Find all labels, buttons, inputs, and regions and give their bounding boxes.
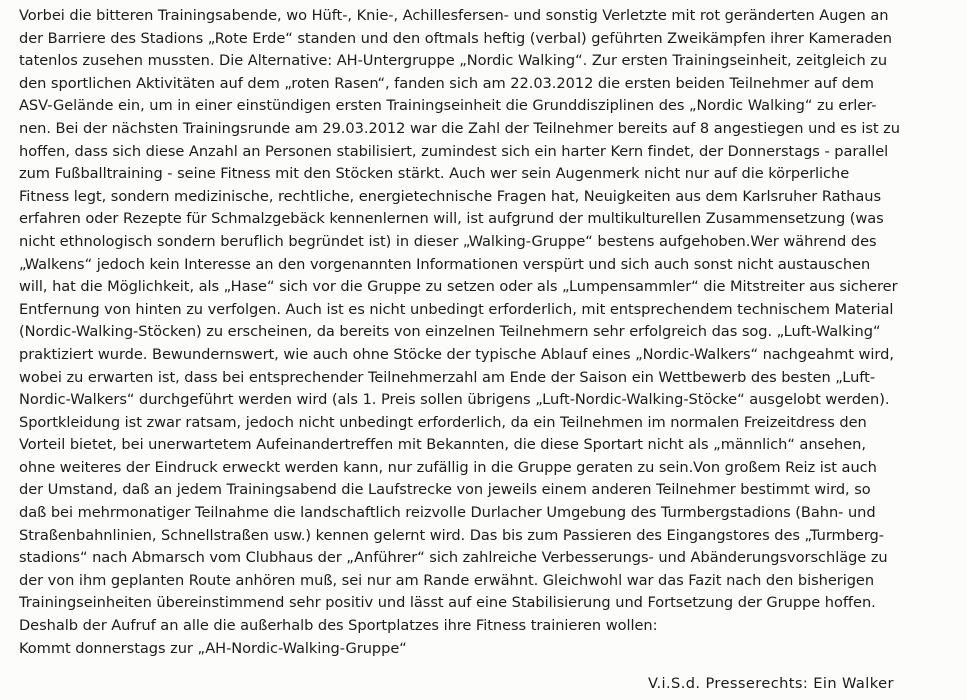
text-line: hoffen, dass sich diese Anzahl an Personen stabilisiert, zumindest sich ein harter Kern findet, der Donnerstags - parallel xyxy=(19,142,889,160)
text-line: tatenlos zusehen mussten. Die Alternative: AH-Untergruppe „Nordic Walking“. Zur ersten Trainingseinheit, zeitgleich zu xyxy=(19,52,888,70)
text-line: Kommt donnerstags zur „AH-Nordic-Walking-Gruppe“ xyxy=(19,639,407,657)
text-line: praktiziert wurde. Bewundernswert, wie auch ohne Stöcke der typische Ablauf eines „Nordic-Walkers“ nachgeahmt wird, xyxy=(19,345,894,363)
text-line: (Nordic-Walking-Stöcken) zu erscheinen, da bereits von einzelnen Teilnehmern sehr erfolgreich das sog. „Luft-Walking“ xyxy=(19,323,881,341)
text-line: Deshalb der Aufruf an alle die außerhalb des Sportplatzes ihre Fitness trainieren wollen: xyxy=(19,617,658,635)
text-line: will, hat die Möglichkeit, als „Hase“ sich vor die Gruppe zu setzen oder als „Lumpensammler“ die Mitstreiter aus sicherer xyxy=(19,278,898,296)
signature-line: V.i.S.d. Presserechts: Ein Walker xyxy=(648,675,894,692)
text-line: nen. Bei der nächsten Trainingsrunde am 29.03.2012 war die Zahl der Teilnehmer bereits auf 8 angestiegen und es ist zu xyxy=(19,119,900,137)
text-line: ASV-Gelände ein, um in einer einstündigen ersten Trainingseinheit die Grunddisziplinen des „Nordic Walking“ zu erler- xyxy=(19,97,877,115)
text-line: der Umstand, daß an jedem Trainingsabend die Laufstrecke von jeweils einem anderen Teilnehmer bestimmt wird, so xyxy=(19,481,871,499)
text-line: ohne weiteres der Eindruck erweckt werden kann, nur zufällig in die Gruppe geraten zu sein.Von großem Reiz ist auch xyxy=(19,458,877,476)
text-line: der von ihm geplanten Route anhören muß, sei nur am Rande erwähnt. Gleichwohl war das Fazit nach den bisherigen xyxy=(19,571,875,589)
text-line: Nordic-Walkers“ durchgeführt werden wird (als 1. Preis sollen übrigens „Luft-Nordic-Walking-Stöcke“ ausgelobt werden). xyxy=(19,391,890,409)
text-line: Entfernung von hinten zu verfolgen. Auch ist es nicht unbedingt erforderlich, mit entsprechendem technischem Material xyxy=(19,300,894,318)
text-line: nicht ethnologisch sondern beruflich begründet ist) in dieser „Walking-Gruppe“ bestens aufgehoben.Wer während des xyxy=(19,232,877,250)
text-line: erfahren oder Rezepte für Schmalzgebäck kennenlernen will, ist aufgrund der multikulturellen Zusammensetzung (was xyxy=(19,210,884,228)
article-body xyxy=(19,5,959,660)
text-line: der Barriere des Stadions „Rote Erde“ standen und den oftmals heftig (verbal) geführten Zweikämpfen ihrer Kameraden xyxy=(19,29,892,47)
text-line: Straßenbahnlinien, Schnellstraßen usw.) kennen gelernt wird. Das bis zum Passieren des Eingangstores des „Turmberg- xyxy=(19,526,884,544)
text-line: Sportkleidung ist zwar ratsam, jedoch nicht unbedingt erforderlich, da ein Teilnehmen im normalen Freizeitdress den xyxy=(19,413,867,431)
text-line: zum Fußballtraining - seine Fitness mit den Stöcken stärkt. Auch wer sein Augenmerk nicht nur auf die körperliche xyxy=(19,165,850,183)
text-line: wobei zu erwarten ist, dass bei entsprechender Teilnehmerzahl am Ende der Saison ein Wettbewerb des besten „Luft- xyxy=(19,368,876,386)
text-line: Vorteil bietet, bei unerwartetem Aufeinandertreffen mit Bekannten, die diese Sportart nicht als „männlich“ ansehen, xyxy=(19,436,866,454)
text-line: „Walkens“ jedoch kein Interesse an den vorgenannten Informationen verspürt und sich auch sonst nicht austauschen xyxy=(19,255,871,273)
text-line: Trainingseinheiten übereinstimmend sehr positiv und lässt auf eine Stabilisierung und Fortsetzung der Gruppe hoffen. xyxy=(19,594,876,612)
text-line: Vorbei die bitteren Trainingsabende, wo Hüft-, Knie-, Achillesfersen- und sonstig Verletzte mit rot geränderten Augen an xyxy=(19,7,889,24)
text-line: daß bei mehrmonatiger Teilnahme die landschaftlich reizvolle Durlacher Umgebung des Turmbergstadions (Bahn- und xyxy=(19,504,876,522)
text-line: Fitness legt, sondern medizinische, rechtliche, energietechnische Fragen hat, Neuigkeiten aus dem Karlsruher Rathaus xyxy=(19,187,882,205)
text-line: stadions“ nach Abmarsch vom Clubhaus der „Anführer“ sich zahlreiche Verbesserungs- und Abänderungsvorschläge zu xyxy=(19,549,888,567)
text-line: den sportlichen Aktivitäten auf dem „roten Rasen“, fanden sich am 22.03.2012 die ersten beiden Teilnehmer auf dem xyxy=(19,74,874,92)
